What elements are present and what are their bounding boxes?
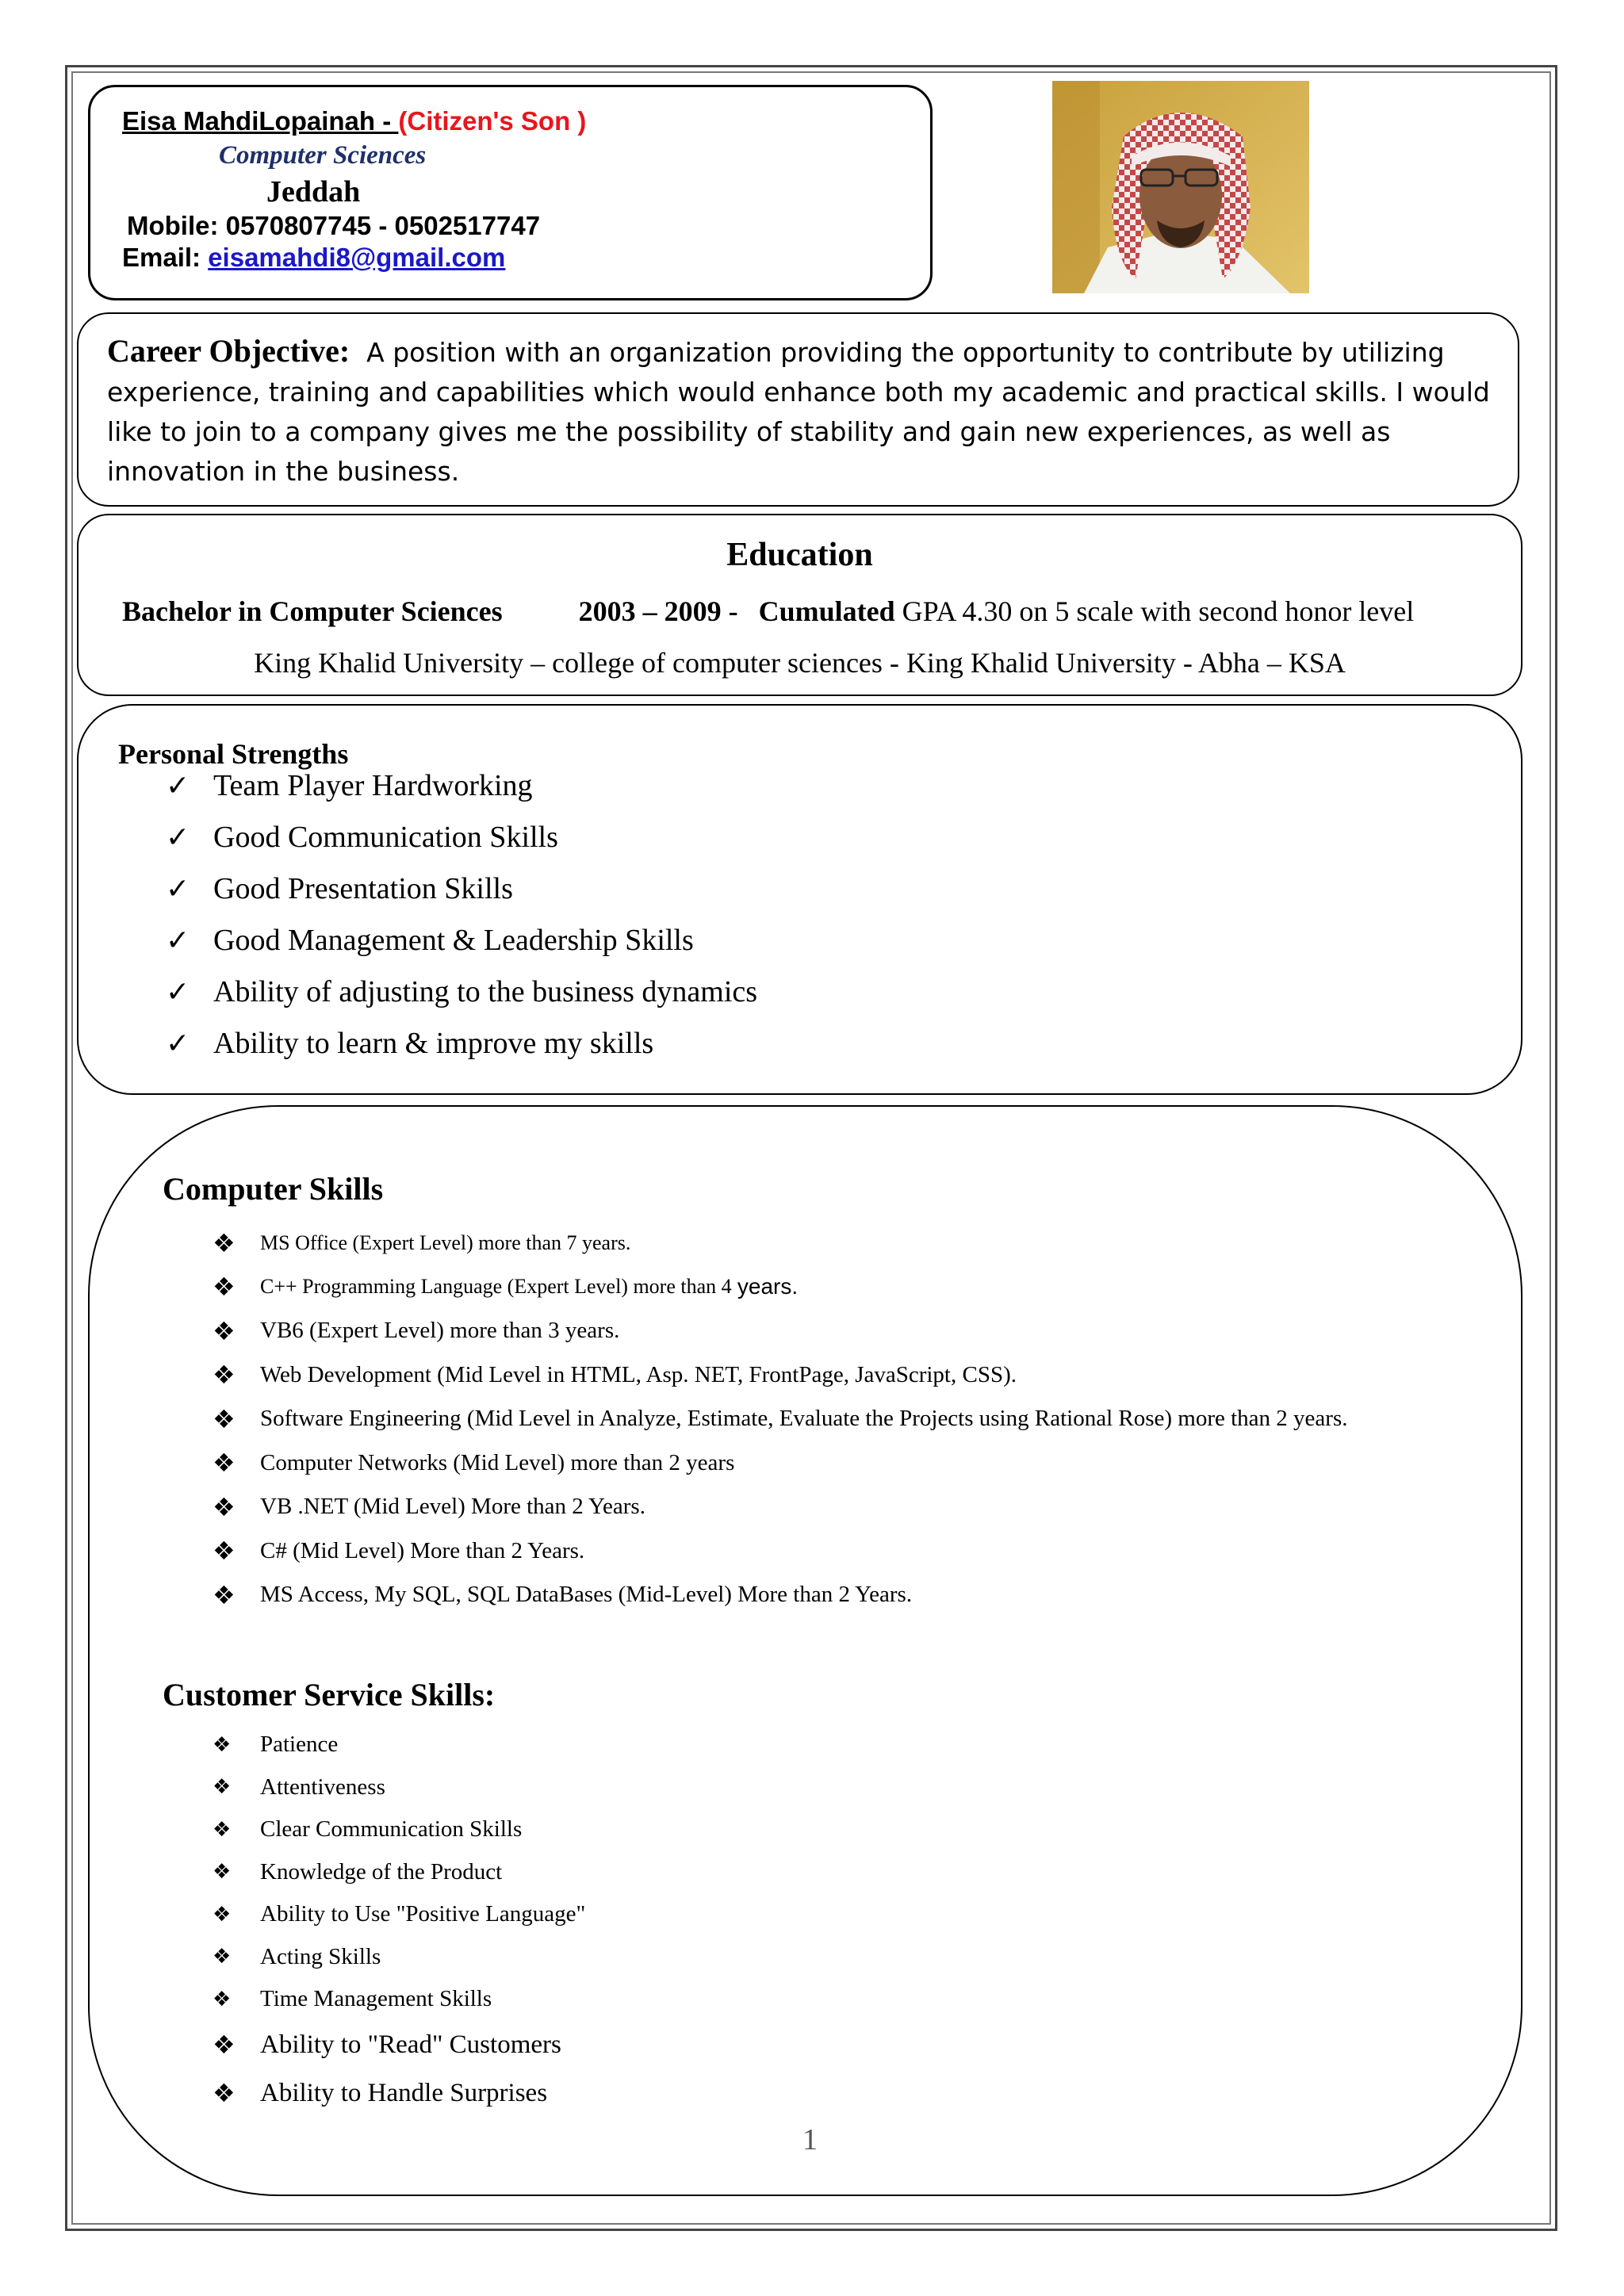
- email-line: [122, 243, 505, 273]
- list-item: [166, 1024, 757, 1075]
- gpa-text: GPA 4.30 on 5 scale with second honor level: [902, 595, 1415, 627]
- skill-text: Web Development (Mid Level in HTML, Asp. NET, FrontPage, JavaScript, CSS).: [260, 1361, 1017, 1387]
- list-item: [213, 1309, 1347, 1353]
- mobile-line: [127, 211, 540, 241]
- check-icon: ✓: [166, 976, 190, 1008]
- computer-skills-title: Computer Skills: [163, 1171, 384, 1207]
- profile-photo: [1052, 81, 1309, 293]
- list-item: [213, 1397, 1347, 1441]
- list-item: [166, 817, 757, 869]
- customer-service-skills-list: [213, 1724, 585, 2118]
- city: Jeddah: [266, 175, 361, 209]
- list-item: [213, 1221, 1347, 1265]
- check-icon: ✓: [166, 821, 190, 853]
- skills-section: [88, 1105, 1522, 2196]
- list-item: [213, 1808, 585, 1851]
- customer-skill-text: Time Management Skills: [260, 1986, 492, 2012]
- customer-skill-text: Knowledge of the Product: [260, 1858, 503, 1885]
- check-icon: ✓: [166, 770, 190, 802]
- diamond-bullet-icon: ❖: [213, 1227, 236, 1258]
- list-item: [213, 1766, 585, 1809]
- skill-text: VB6 (Expert Level) more than 3 years.: [260, 1318, 620, 1344]
- career-objective-section: [77, 312, 1519, 507]
- check-icon: ✓: [166, 873, 190, 905]
- list-item: [213, 1353, 1347, 1398]
- career-objective-title: Career Objective:: [107, 333, 350, 369]
- diamond-bullet-icon: ❖: [213, 2030, 236, 2060]
- skill-text: MS Office (Expert Level) more than 7 years.: [260, 1230, 631, 1254]
- check-icon: ✓: [166, 1027, 190, 1059]
- list-item: [213, 2069, 585, 2118]
- personal-strengths-section: [77, 704, 1522, 1095]
- diamond-bullet-icon: ❖: [213, 1403, 236, 1434]
- diamond-bullet-icon: ❖: [213, 1360, 236, 1391]
- diamond-bullet-icon: ❖: [213, 1448, 236, 1479]
- strength-text: Good Management & Leadership Skills: [213, 924, 694, 957]
- degree: Bachelor in Computer Sciences: [122, 595, 503, 627]
- strength-text: Good Communication Skills: [213, 821, 558, 854]
- list-item: [213, 1573, 1347, 1617]
- computer-skills-list: [213, 1221, 1347, 1617]
- diamond-bullet-icon: ❖: [213, 1536, 236, 1567]
- diamond-bullet-icon: ❖: [213, 2078, 236, 2108]
- list-item: [213, 1851, 585, 1894]
- mobile-value: 0570807745 - 0502517747: [225, 211, 541, 240]
- list-item: [213, 1724, 585, 1766]
- career-objective-paragraph: [107, 331, 1503, 492]
- diamond-bullet-icon: ❖: [213, 1732, 232, 1757]
- institution: King Khalid University – college of computer sciences - King Khalid University - Abha – KSA: [254, 647, 1346, 679]
- education-degree-line: [122, 595, 1414, 628]
- citizen-status: (Citizen's Son ): [398, 106, 587, 136]
- customer-skill-text: Ability to "Read" Customers: [260, 2030, 561, 2059]
- list-item: [213, 1485, 1347, 1529]
- personal-strengths-list: [166, 766, 757, 1075]
- diamond-bullet-icon: ❖: [213, 1860, 232, 1885]
- list-item: [166, 972, 757, 1024]
- customer-skill-text: Acting Skills: [260, 1943, 381, 1969]
- customer-skill-text: Ability to Handle Surprises: [260, 2078, 548, 2107]
- diamond-bullet-icon: ❖: [213, 1945, 232, 1969]
- skill-text: VB .NET (Mid Level) More than 2 Years.: [260, 1494, 645, 1520]
- diamond-bullet-icon: ❖: [213, 1315, 236, 1346]
- skill-text: MS Access, My SQL, SQL DataBases (Mid-Level) More than 2 Years.: [260, 1582, 913, 1608]
- strength-text: Ability to learn & improve my skills: [213, 1027, 654, 1060]
- strength-text: Good Presentation Skills: [213, 872, 513, 905]
- skill-text-suffix: years.: [737, 1274, 799, 1299]
- diamond-bullet-icon: ❖: [213, 1817, 232, 1842]
- page-number: 1: [802, 2123, 818, 2156]
- education-title: Education: [726, 537, 873, 573]
- header-box: [88, 85, 933, 300]
- customer-service-skills-title: Customer Service Skills:: [163, 1677, 496, 1712]
- skill-text: Software Engineering (Mid Level in Analyze, Estimate, Evaluate the Projects using Rational Rose) more than 2 years.: [260, 1406, 1348, 1432]
- email-link[interactable]: eisamahdi8@gmail.com: [208, 243, 506, 272]
- customer-skill-text: Clear Communication Skills: [260, 1816, 523, 1843]
- check-icon: ✓: [166, 924, 190, 956]
- list-item: [213, 2021, 585, 2069]
- customer-skill-text: Ability to Use "Positive Language": [260, 1901, 586, 1927]
- strength-text: Team Player Hardworking: [213, 769, 533, 802]
- list-item: [213, 1529, 1347, 1574]
- personal-strengths-title: Personal Strengths: [118, 738, 349, 770]
- skill-text: C# (Mid Level) More than 2 Years.: [260, 1537, 585, 1563]
- list-item: [213, 1441, 1347, 1486]
- list-item: [213, 1978, 585, 2021]
- diamond-bullet-icon: ❖: [213, 1579, 236, 1610]
- education-section: [77, 514, 1522, 696]
- diamond-bullet-icon: ❖: [213, 1987, 232, 2011]
- degree-years: 2003 – 2009 -: [578, 595, 738, 627]
- diamond-bullet-icon: ❖: [213, 1491, 236, 1522]
- career-objective-text: A position with an organization providing the opportunity to contribute by utilizing experience, training and capabilities which would enhance both my academic and practical skills. I would like to join to a company gives me the possibility of stability and gain new experiences, as well as innovation in the business.: [107, 337, 1490, 487]
- list-item: [166, 766, 757, 817]
- list-item: [213, 1936, 585, 1979]
- name-line: [122, 106, 586, 136]
- strength-text: Ability of adjusting to the business dynamics: [213, 975, 758, 1008]
- skill-text: C++ Programming Language (Expert Level) more than 4: [260, 1275, 732, 1299]
- mobile-label: Mobile:: [127, 211, 226, 240]
- email-label: Email:: [122, 243, 209, 272]
- list-item: [166, 920, 757, 972]
- candidate-name: Eisa MahdiLopainah -: [122, 106, 399, 136]
- customer-skill-text: Attentiveness: [260, 1774, 385, 1800]
- diamond-bullet-icon: ❖: [213, 1272, 236, 1303]
- list-item: [166, 869, 757, 920]
- customer-skill-text: Patience: [260, 1732, 339, 1758]
- cumulated-label: Cumulated: [758, 595, 895, 627]
- list-item: [213, 1265, 1347, 1310]
- major: Computer Sciences: [219, 141, 427, 170]
- diamond-bullet-icon: ❖: [213, 1902, 232, 1927]
- skill-text: Computer Networks (Mid Level) more than 2 years: [260, 1449, 735, 1475]
- list-item: [213, 1893, 585, 1936]
- diamond-bullet-icon: ❖: [213, 1775, 232, 1800]
